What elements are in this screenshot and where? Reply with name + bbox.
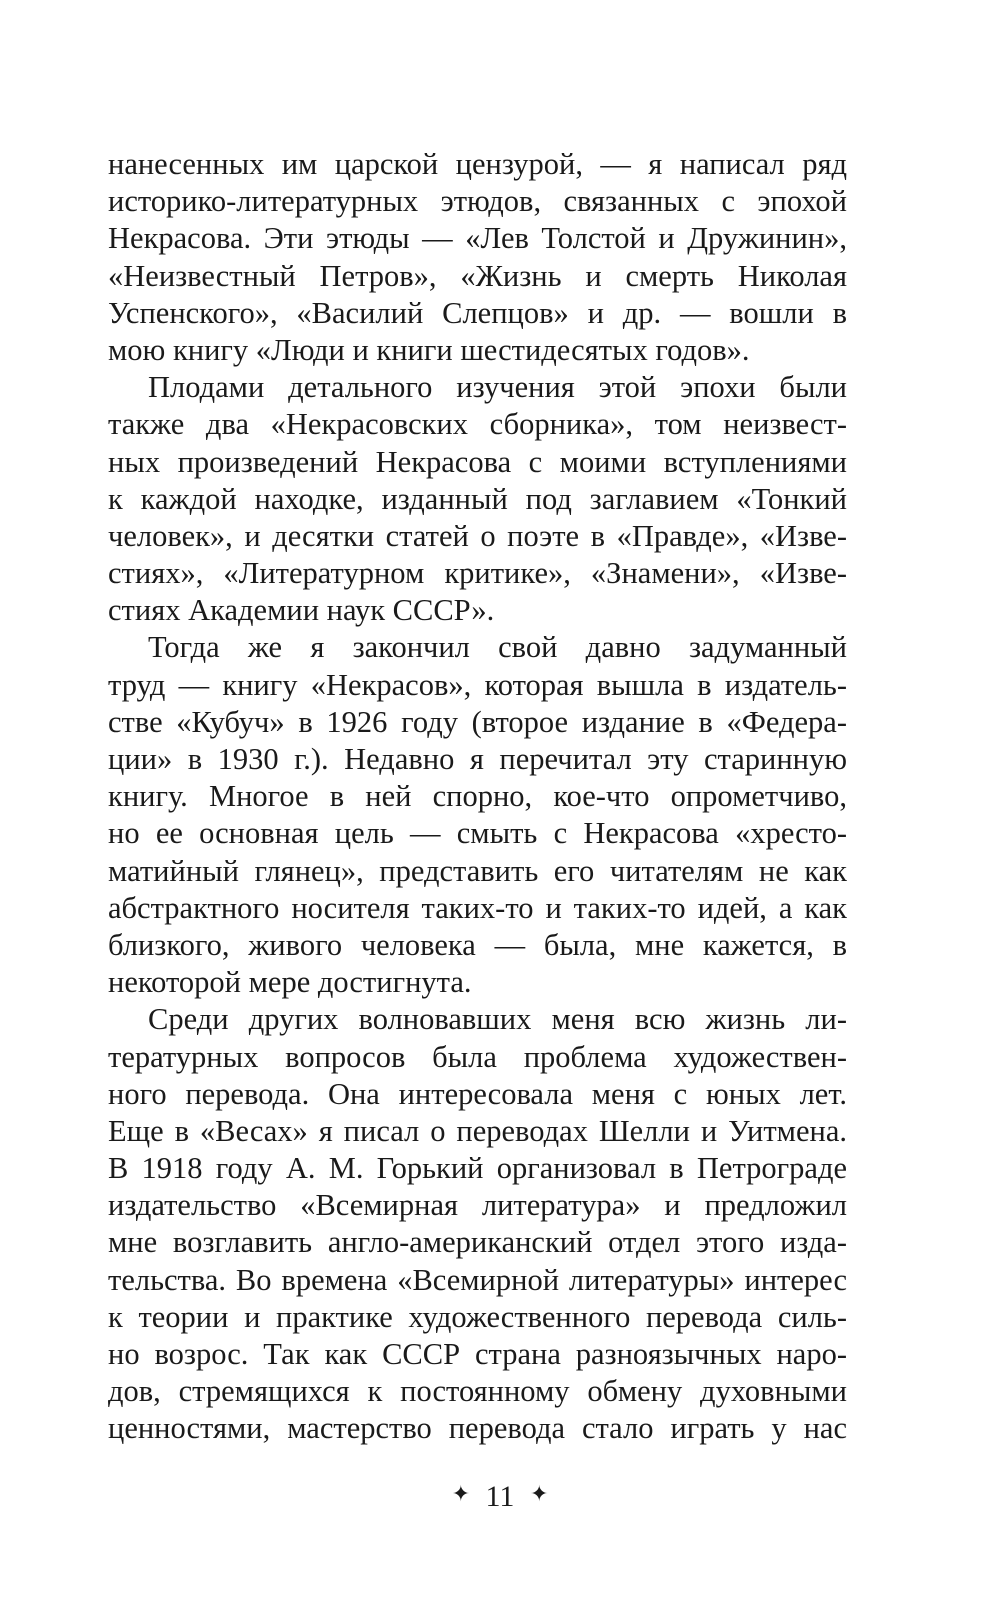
text-line: тературных вопросов была проблема художествен- [108,1039,847,1074]
page-footer [0,1478,1000,1514]
text-line: некоторой мере достигнута. [108,965,472,1000]
text-line: «Неизвестный Петров», «Жизнь и смерть Николая [108,258,847,293]
text-line: Успенского», «Василий Слепцов» и др. — вошли в [108,295,847,330]
text-line: нанесенных им царской цензурой, — я написал ряд [108,147,847,181]
text-line: ценностями, мастерство перевода стало играть у нас [108,1411,847,1446]
text-line: книгу. Многое в ней спорно, кое-что опрометчиво, [108,779,847,814]
text-line: дов, стремящихся к постоянному обмену духовными [108,1374,847,1409]
ornament-right-icon: ✦ [529,1481,549,1507]
text-line: также два «Некрасовских сборника», том неизвест- [108,407,847,442]
text-line: близкого, живого человека — была, мне кажется, в [108,927,847,962]
ornament-left-icon: ✦ [451,1481,471,1507]
text-line: к теории и практике художественного перевода силь- [108,1299,847,1334]
text-line: мою книгу «Люди и книги шестидесятых годов». [108,332,750,367]
page-number: 11 [485,1480,515,1514]
text-line: к каждой находке, изданный под заглавием «Тонкий [108,481,847,516]
text-line: В 1918 году А. М. Горький организовал в Петрограде [108,1151,847,1186]
text-line: ных произведений Некрасова с моими вступлениями [108,444,847,479]
text-line: ного перевода. Она интересовала меня с юных лет. [108,1076,847,1111]
text-line: но ее основная цель — смыть с Некрасова «хресто- [108,816,847,851]
text-line: ции» в 1930 г.). Недавно я перечитал эту старинную [108,742,847,776]
text-line: Некрасова. Эти этюды — «Лев Толстой и Дружинин», [108,221,847,256]
text-line: но возрос. Так как СССР страна разноязычных наро- [108,1337,847,1371]
paragraph [108,1001,847,1447]
paragraph [108,369,847,629]
text-line: матийный глянец», представить его читателям не как [108,853,847,888]
text-line: тельства. Во времена «Всемирной литературы» интерес [108,1262,847,1297]
body-text [108,146,847,1448]
text-line: труд — книгу «Некрасов», которая вышла в издатель- [108,667,847,702]
paragraph [108,629,847,1001]
text-line: мне возглавить англо-американский отдел этого изда- [108,1225,847,1260]
text-line: стиях Академии наук СССР». [108,593,495,628]
text-line: историко-литературных этюдов, связанных с эпохой [108,184,847,219]
text-line: абстрактного носителя таких-то и таких-то идей, а как [108,890,847,925]
text-line: Плодами детального изучения этой эпохи были [148,370,847,405]
text-line: издательство «Всемирная литература» и предложил [108,1188,847,1223]
text-line: Еще в «Весах» я писал о переводах Шелли и Уитмена. [108,1113,847,1148]
text-line: Тогда же я закончил свой давно задуманный [148,630,847,665]
text-line: человек», и десятки статей о поэте в «Правде», «Изве- [108,518,847,553]
text-line: стиях», «Литературном критике», «Знамени», «Изве- [108,556,847,591]
text-line: Среди других волновавших меня всю жизнь ли- [148,1002,847,1037]
text-line: стве «Кубуч» в 1926 году (второе издание в «Федера- [108,704,847,739]
paragraph [108,146,847,369]
